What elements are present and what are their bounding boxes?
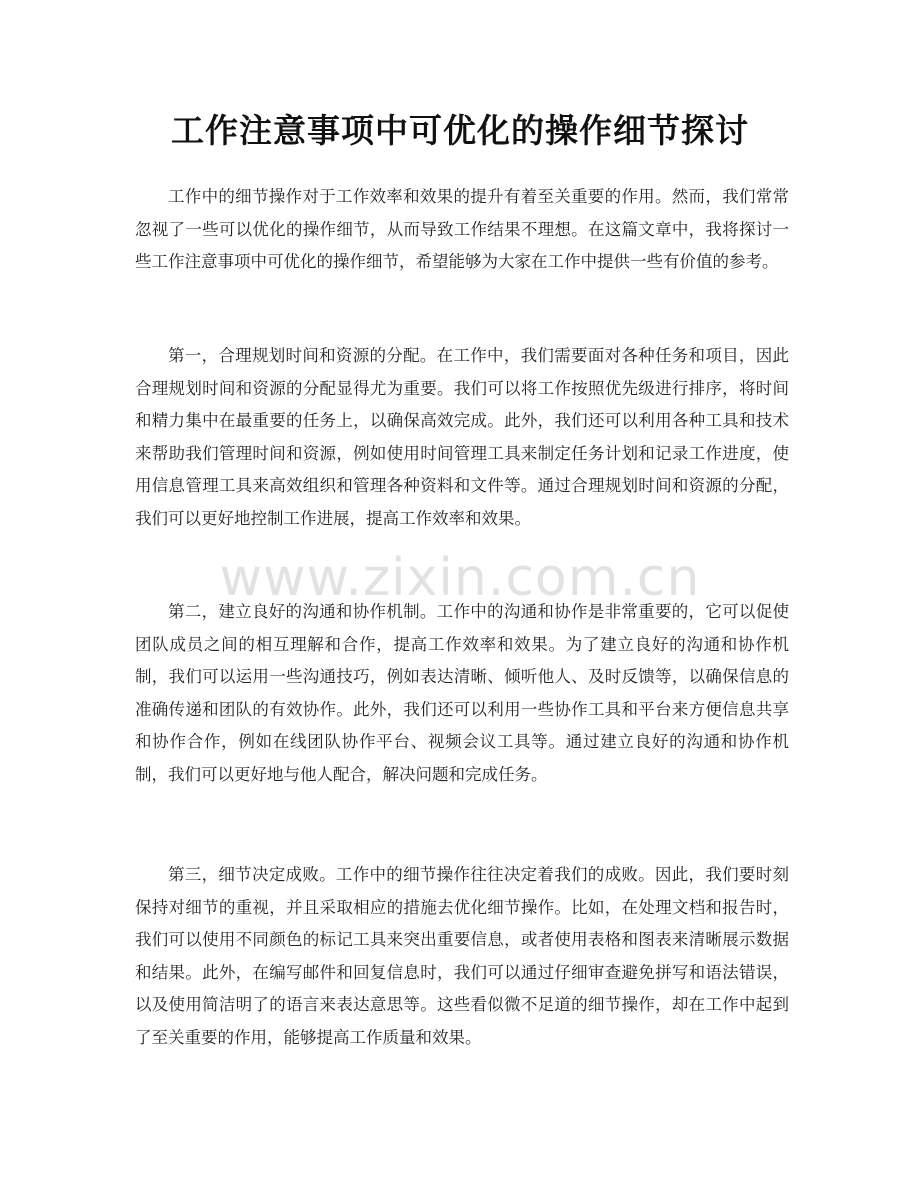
document-title: 工作注意事项中可优化的操作细节探讨 xyxy=(171,111,749,150)
paragraph-third: 第三，细节决定成败。工作中的细节操作往往决定着我们的成败。因此，我们要时刻保持对细节的重视，并且采取相应的措施去优化细节操作。比如，在处理文档和报告时，我们可以使用不同颜色的标记工具来突出重要信息，或者使用表格和图表来清晰展示数据和结果。此外，在编写邮件和回复信息时，我们可以通过仔细审查避免拼写和语法错误，以及使用简洁明了的语言来表达意思等。这些看似微不足道的细节操作，却在工作中起到了至关重要的作用，能够提高工作质量和效果。 xyxy=(135,865,789,1047)
paragraph-second: 第二，建立良好的沟通和协作机制。工作中的沟通和协作是非常重要的，它可以促使团队成员之间的相互理解和合作，提高工作效率和效果。为了建立良好的沟通和协作机制，我们可以运用一些沟通技巧，例如表达清晰、倾听他人、及时反馈等，以确保信息的准确传递和团队的有效协作。此外，我们还可以利用一些协作工具和平台来方便信息共享和协作合作，例如在线团队协作平台、视频会议工具等。通过建立良好的沟通和协作机制，我们可以更好地与他人配合，解决问题和完成任务。 xyxy=(135,602,789,784)
paragraph-intro: 工作中的细节操作对于工作效率和效果的提升有着至关重要的作用。然而，我们常常忽视了一些可以优化的操作细节，从而导致工作结果不理想。在这篇文章中，我将探讨一些工作注意事项中可优化的操作细节，希望能够为大家在工作中提供一些有价值的参考。 xyxy=(135,187,789,271)
paragraph-first: 第一，合理规划时间和资源的分配。在工作中，我们需要面对各种任务和项目，因此合理规划时间和资源的分配显得尤为重要。我们可以将工作按照优先级进行排序，将时间和精力集中在最重要的任务上，以确保高效完成。此外，我们还可以利用各种工具和技术来帮助我们管理时间和资源，例如使用时间管理工具来制定任务计划和记录工作进度，使用信息管理工具来高效组织和管理各种资料和文件等。通过合理规划时间和资源的分配，我们可以更好地控制工作进展，提高工作效率和效果。 xyxy=(135,346,789,528)
watermark-text: www.zixin.com.cn xyxy=(219,548,701,608)
